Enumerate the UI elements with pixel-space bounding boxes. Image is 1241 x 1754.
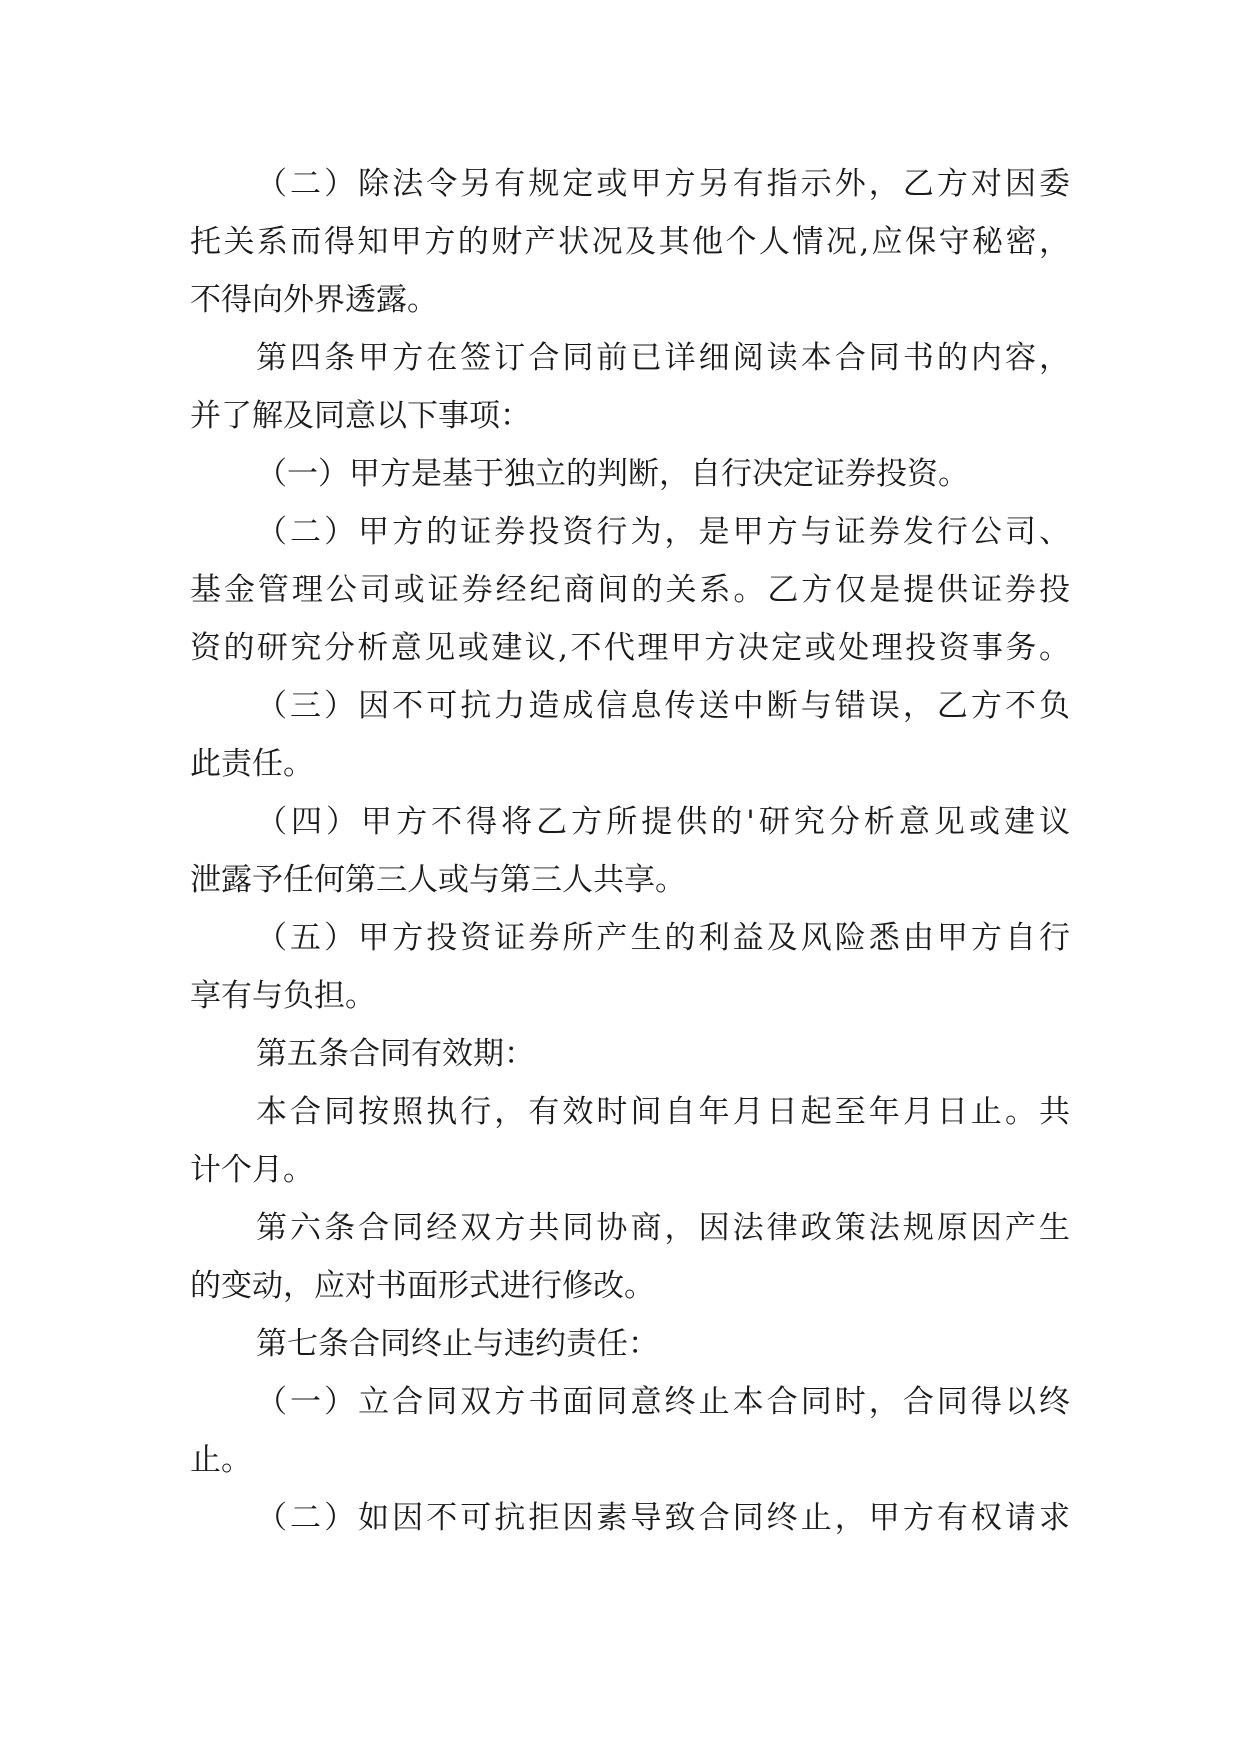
article-7-item-2-line-1: （二）如因不可抗拒因素导致合同终止，甲方有权请求 <box>256 1500 1070 1536</box>
article-7-item-1-line-1: （一）立合同双方书面同意终止本合同时，合同得以终 <box>256 1384 1070 1420</box>
item-2-line-2: 基金管理公司或证券经纪商间的关系。乙方仅是提供证券投 <box>190 572 1070 608</box>
item-1-line-1: （一）甲方是基于独立的判断，自行决定证券投资。 <box>256 456 969 492</box>
article-7-item-1-line-2: 止。 <box>190 1442 252 1478</box>
article-5-line-2: 计个月。 <box>190 1152 314 1188</box>
article-6-line-2: 的变动，应对书面形式进行修改。 <box>190 1268 655 1304</box>
article-4-line-2: 并了解及同意以下事项： <box>190 398 531 434</box>
para-2-line-3: 不得向外界透露。 <box>190 282 438 318</box>
article-7-heading: 第七条合同终止与违约责任： <box>256 1326 659 1362</box>
item-2-line-1: （二）甲方的证券投资行为，是甲方与证券发行公司、 <box>256 514 1070 550</box>
article-5-heading: 第五条合同有效期： <box>256 1036 535 1072</box>
item-5-line-2: 享有与负担。 <box>190 978 376 1014</box>
item-3-line-1: （三）因不可抗力造成信息传送中断与错误，乙方不负 <box>256 688 1070 724</box>
item-5-line-1: （五）甲方投资证券所产生的利益及风险悉由甲方自行 <box>256 920 1070 956</box>
item-2-line-3: 资的研究分析意见或建议,不代理甲方决定或处理投资事务。 <box>190 630 1070 666</box>
item-4-line-1: （四）甲方不得将乙方所提供的'研究分析意见或建议 <box>256 804 1070 840</box>
item-4-line-2: 泄露予任何第三人或与第三人共享。 <box>190 862 686 898</box>
para-2-line-2: 托关系而得知甲方的财产状况及其他个人情况,应保守秘密， <box>190 224 1070 260</box>
article-6-line-1: 第六条合同经双方共同协商，因法律政策法规原因产生 <box>256 1210 1070 1246</box>
article-4-line-1: 第四条甲方在签订合同前已详细阅读本合同书的内容， <box>256 340 1070 376</box>
item-3-line-2: 此责任。 <box>190 746 314 782</box>
para-2-line-1: （二）除法令另有规定或甲方另有指示外，乙方对因委 <box>256 166 1070 202</box>
article-5-line-1: 本合同按照执行，有效时间自年月日起至年月日止。共 <box>256 1094 1070 1130</box>
